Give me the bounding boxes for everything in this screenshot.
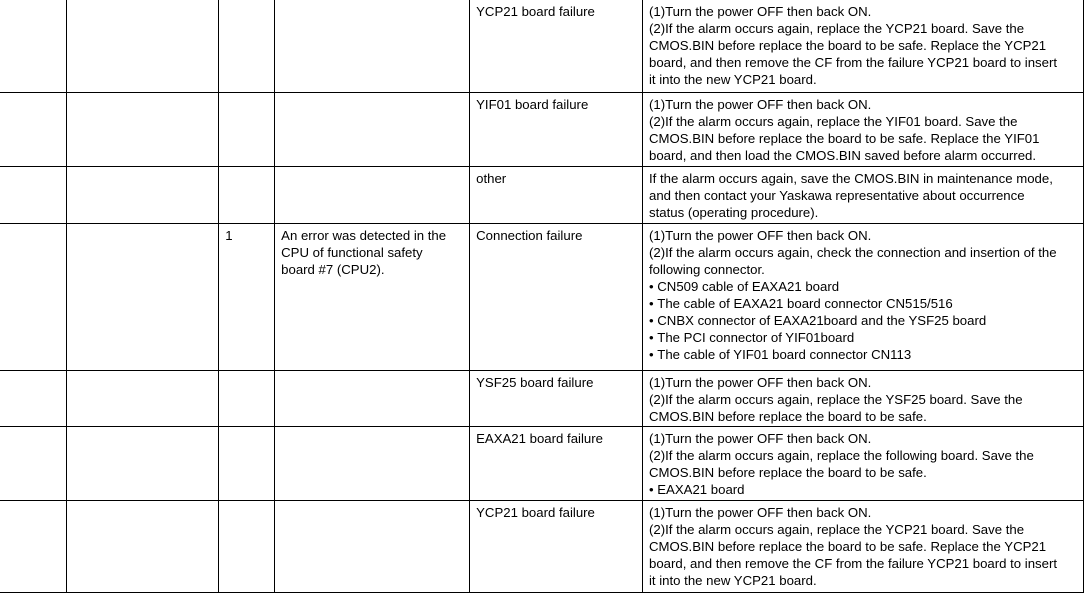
alarm-name-cell xyxy=(67,370,219,426)
alarm-name-cell xyxy=(67,0,219,92)
sub-code-cell xyxy=(219,370,275,426)
remedy-line: and then contact your Yaskawa representative about occurrence xyxy=(648,187,1025,203)
sub-code-cell: 1 xyxy=(219,223,275,370)
remedy-line: CMOS.BIN before replace the board to be safe. Replace the YCP21 xyxy=(648,38,1047,53)
table-row xyxy=(0,166,1084,223)
remedy-cell xyxy=(642,223,1083,370)
remedy-line: CMOS.BIN before replace the board to be safe. xyxy=(648,408,927,424)
cause-cell: Connection failure xyxy=(470,223,643,370)
remedy-line: (1)Turn the power OFF then back ON. xyxy=(648,430,872,446)
alarm-number-cell xyxy=(0,500,67,592)
remedy-bullet: • EAXA21 board xyxy=(649,481,1077,498)
meaning-cell xyxy=(275,223,470,370)
remedy-line: (2)If the alarm occurs again, check the connection and insertion of the xyxy=(648,244,1057,260)
remedy-line: board, and then remove the CF from the failure YCP21 board to insert xyxy=(648,55,1058,70)
remedy-line: status (operating procedure). xyxy=(648,204,819,220)
table-row xyxy=(0,370,1084,426)
meaning-cell xyxy=(275,370,470,426)
remedy-cell xyxy=(642,0,1083,92)
remedy-cell xyxy=(642,370,1083,426)
remedy-bullet: • The cable of EAXA21 board connector CN515/516 xyxy=(649,295,1077,312)
alarm-number-cell xyxy=(0,426,67,500)
cause-cell: YIF01 board failure xyxy=(470,92,643,166)
meaning-line: board #7 (CPU2). xyxy=(281,261,385,277)
alarm-name-cell xyxy=(67,223,219,370)
remedy-line: If the alarm occurs again, save the CMOS.BIN in maintenance mode, xyxy=(648,170,1053,186)
remedy-line: CMOS.BIN before replace the board to be safe. xyxy=(648,464,927,480)
remedy-line: (2)If the alarm occurs again, replace the YSF25 board. Save the xyxy=(648,391,1023,407)
remedy-line: board, and then load the CMOS.BIN saved before alarm occurred. xyxy=(648,147,1037,163)
remedy-cell xyxy=(642,92,1083,166)
remedy-bullet: • The PCI connector of YIF01board xyxy=(649,329,1077,346)
table-row xyxy=(0,426,1084,500)
remedy-cell xyxy=(642,166,1083,223)
table-row xyxy=(0,223,1084,370)
table-row xyxy=(0,0,1084,92)
remedy-line: (1)Turn the power OFF then back ON. xyxy=(648,227,872,243)
alarm-name-cell xyxy=(67,92,219,166)
alarm-name-cell xyxy=(67,500,219,592)
remedy-line: (1)Turn the power OFF then back ON. xyxy=(648,504,872,520)
alarm-number-cell xyxy=(0,0,67,92)
alarm-name-cell xyxy=(67,166,219,223)
sub-code-cell xyxy=(219,92,275,166)
sub-code-cell xyxy=(219,500,275,592)
alarm-name-cell xyxy=(67,426,219,500)
remedy-line: (1)Turn the power OFF then back ON. xyxy=(648,96,872,112)
cause-cell: YCP21 board failure xyxy=(470,0,643,92)
cause-cell: YSF25 board failure xyxy=(470,370,643,426)
cause-cell: other xyxy=(470,166,643,223)
sub-code-cell xyxy=(219,166,275,223)
remedy-line: board, and then remove the CF from the failure YCP21 board to insert xyxy=(648,555,1058,571)
remedy-line: it into the new YCP21 board. xyxy=(648,572,817,588)
meaning-cell xyxy=(275,0,470,92)
cause-cell: YCP21 board failure xyxy=(470,500,643,592)
meaning-cell xyxy=(275,426,470,500)
alarm-number-cell xyxy=(0,166,67,223)
remedy-line: (2)If the alarm occurs again, replace the following board. Save the xyxy=(648,447,1034,463)
meaning-cell xyxy=(275,166,470,223)
remedy-line: (2)If the alarm occurs again, replace the YIF01 board. Save the xyxy=(648,113,1018,129)
meaning-line: An error was detected in the xyxy=(281,227,447,243)
remedy-line: (1)Turn the power OFF then back ON. xyxy=(648,374,872,390)
meaning-cell xyxy=(275,92,470,166)
alarm-number-cell xyxy=(0,370,67,426)
remedy-bullet: • The cable of YIF01 board connector CN113 xyxy=(649,346,1077,363)
remedy-cell xyxy=(642,500,1083,592)
cause-cell: EAXA21 board failure xyxy=(470,426,643,500)
sub-code-cell xyxy=(219,0,275,92)
remedy-line: CMOS.BIN before replace the board to be safe. Replace the YCP21 xyxy=(648,538,1047,554)
remedy-line: (2)If the alarm occurs again, replace the YCP21 board. Save the xyxy=(648,521,1025,537)
remedy-line: (2)If the alarm occurs again, replace the YCP21 board. Save the xyxy=(648,21,1025,36)
meaning-line: CPU of functional safety xyxy=(281,244,423,260)
remedy-bullet: • CN509 cable of EAXA21 board xyxy=(649,278,1077,295)
alarm-number-cell xyxy=(0,92,67,166)
remedy-line: following connector. xyxy=(648,261,765,277)
meaning-cell xyxy=(275,500,470,592)
sub-code-cell xyxy=(219,426,275,500)
table-row xyxy=(0,500,1084,592)
alarm-number-cell xyxy=(0,223,67,370)
remedy-line: it into the new YCP21 board. xyxy=(648,72,817,87)
remedy-cell xyxy=(642,426,1083,500)
remedy-line: CMOS.BIN before replace the board to be safe. Replace the YIF01 xyxy=(648,130,1040,146)
table-row xyxy=(0,92,1084,166)
remedy-bullet: • CNBX connector of EAXA21board and the YSF25 board xyxy=(649,312,1077,329)
remedy-line: (1)Turn the power OFF then back ON. xyxy=(648,4,872,19)
